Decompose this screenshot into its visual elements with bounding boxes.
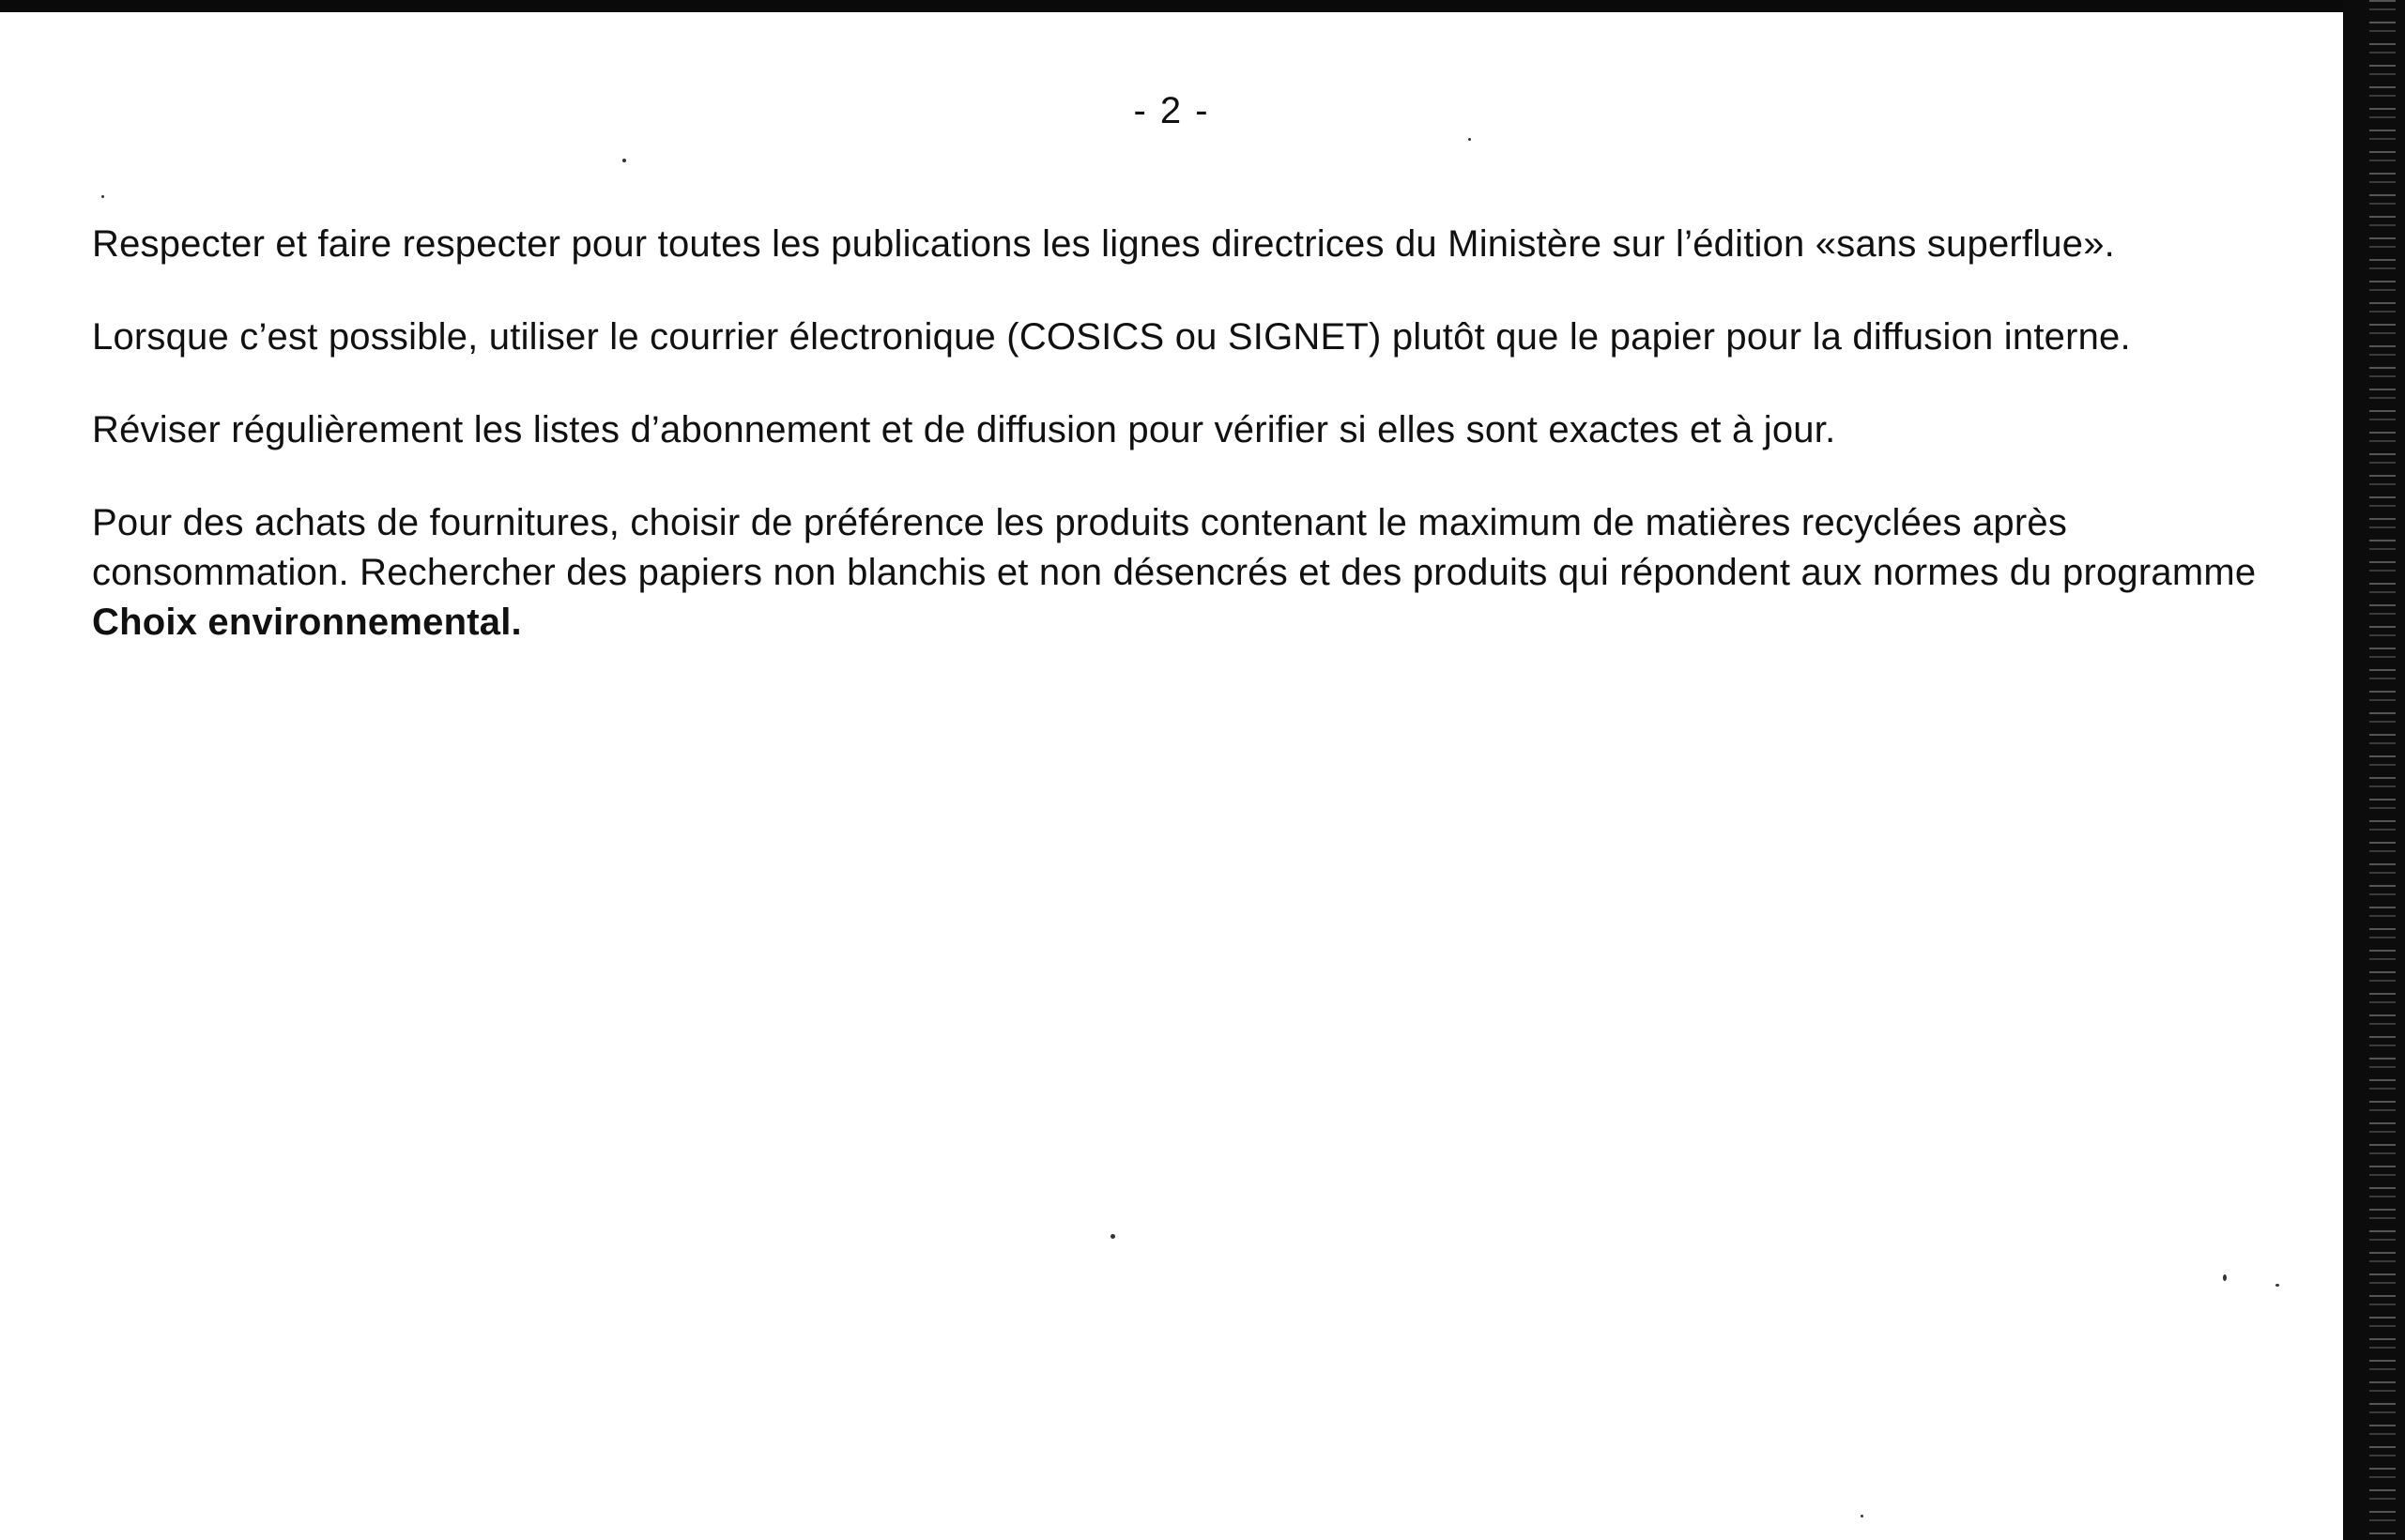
scan-edge-noise [2369, 0, 2396, 1540]
scan-right-border [2343, 0, 2405, 1540]
paragraph-publications: Respecter et faire respecter pour toutes les publications les lignes directrices du Ministère sur l’édition «sans superflue». [92, 223, 2115, 265]
scan-top-border [0, 0, 2405, 12]
scan-speck [2223, 1274, 2227, 1281]
scan-speck [1861, 1515, 1863, 1517]
paragraph-mailing-lists: Réviser régulièrement les listes d’abonnement et de diffusion pour vérifier si elles sont exactes et à jour. [92, 409, 1836, 450]
scan-speck [2275, 1284, 2279, 1287]
paragraph-email: Lorsque c’est possible, utiliser le courrier électronique (COSICS ou SIGNET) plutôt que le papier pour la diffusion interne. [92, 316, 2131, 358]
scan-speck [101, 195, 104, 198]
scan-speck [1111, 1234, 1115, 1239]
paragraph-purchasing [92, 498, 2289, 648]
document-body [92, 220, 2289, 691]
environmental-choice-program: Choix environnemental. [92, 602, 522, 643]
scan-speck [1468, 138, 1471, 141]
paragraph-purchasing-text: Pour des achats de fournitures, choisir de préférence les produits contenant le maximum de matières recyclées après consommation. Rechercher des papiers non blanchis et non désencrés et des produits qui répondent aux normes du programme [92, 502, 2257, 593]
page-number: - 2 - [1133, 90, 1210, 131]
scan-speck [622, 159, 626, 162]
